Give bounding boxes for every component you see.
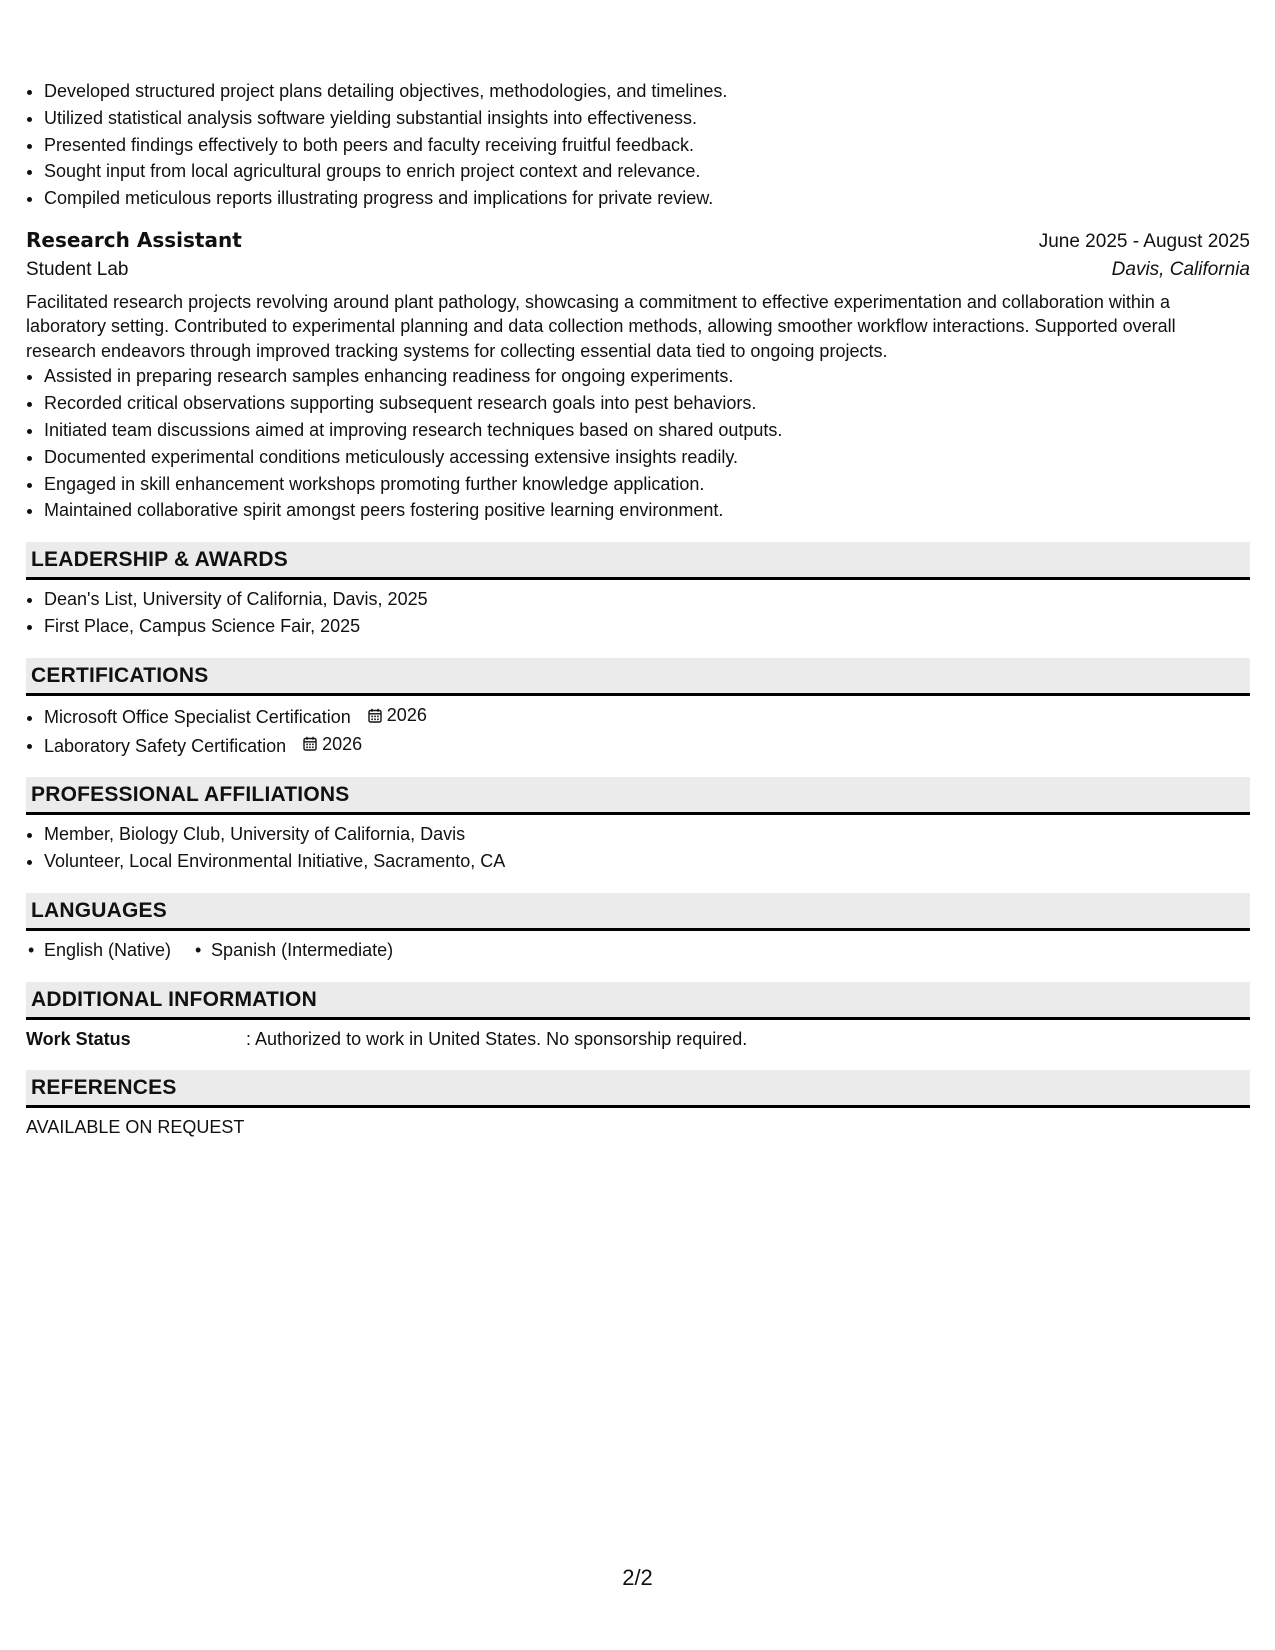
references-text: AVAILABLE ON REQUEST bbox=[26, 1116, 245, 1137]
job-dates: June 2025 - August 2025 bbox=[1038, 230, 1250, 252]
list-item: • Assisted in preparing research samples enhancing readiness for ongoing experiments. bbox=[44, 363, 1250, 390]
work-status-value: : Authorized to work in United States. No sponsorship required. bbox=[246, 1028, 748, 1049]
work-status-row bbox=[26, 1026, 1250, 1052]
section-heading: REFERENCES bbox=[26, 1070, 1250, 1108]
list-item: • Developed structured project plans detailing objectives, methodologies, and timelines. bbox=[44, 78, 1250, 105]
job-title: Research Assistant bbox=[26, 227, 242, 252]
job-company: Student Lab bbox=[26, 258, 129, 280]
list-item: • Maintained collaborative spirit amongst peers fostering positive learning environment. bbox=[44, 497, 1250, 524]
list-item: • Dean's List, University of California, Davis, 2025 bbox=[44, 586, 1250, 613]
leadership-section bbox=[26, 542, 1250, 640]
list-item: • Engaged in skill enhancement workshops promoting further knowledge application. bbox=[44, 471, 1250, 498]
calendar-icon bbox=[368, 708, 382, 723]
list-item bbox=[44, 731, 1250, 760]
cert-name: Laboratory Safety Certification bbox=[44, 735, 287, 756]
list-item: • Utilized statistical analysis software yielding substantial insights into effectiveness. bbox=[44, 105, 1250, 132]
list-item: • Presented findings effectively to both peers and faculty receiving fruitful feedback. bbox=[44, 132, 1250, 159]
list-item: • Recorded critical observations supporting subsequent research goals into pest behaviors. bbox=[44, 390, 1250, 417]
page-number: 2/2 bbox=[622, 1565, 653, 1590]
list-item: • English (Native) bbox=[26, 937, 171, 964]
list-item bbox=[44, 702, 1250, 731]
cert-year-wrap bbox=[303, 731, 362, 758]
cert-year: 2026 bbox=[322, 733, 363, 754]
list-item: • Sought input from local agricultural groups to enrich project context and relevance. bbox=[44, 158, 1250, 185]
job-header bbox=[26, 228, 1250, 253]
cert-year-wrap bbox=[368, 702, 427, 729]
job-subheader bbox=[26, 259, 1250, 281]
cert-year: 2026 bbox=[386, 704, 427, 725]
job-location: Davis, California bbox=[1111, 258, 1250, 280]
affiliations-section bbox=[26, 777, 1250, 875]
list-item: • First Place, Campus Science Fair, 2025 bbox=[44, 613, 1250, 640]
previous-job-bullets bbox=[26, 78, 1250, 212]
list-item: • Volunteer, Local Environmental Initiative, Sacramento, CA bbox=[44, 848, 1250, 875]
resume-page bbox=[26, 78, 1250, 1140]
section-heading: ADDITIONAL INFORMATION bbox=[26, 982, 1250, 1020]
list-item: • Compiled meticulous reports illustrating progress and implications for private review. bbox=[44, 185, 1250, 212]
affiliations-list bbox=[26, 821, 1250, 875]
list-item: • Spanish (Intermediate) bbox=[193, 937, 393, 964]
job-bullets bbox=[26, 363, 1250, 524]
section-heading: CERTIFICATIONS bbox=[26, 658, 1250, 696]
list-item: • Documented experimental conditions meticulously accessing extensive insights readily. bbox=[44, 444, 1250, 471]
calendar-icon bbox=[303, 736, 317, 751]
languages-list bbox=[26, 937, 1250, 964]
leadership-list bbox=[26, 586, 1250, 640]
cert-name: Microsoft Office Specialist Certification bbox=[44, 706, 351, 727]
section-heading: PROFESSIONAL AFFILIATIONS bbox=[26, 777, 1250, 815]
list-item: • Member, Biology Club, University of California, Davis bbox=[44, 821, 1250, 848]
languages-section bbox=[26, 893, 1250, 964]
section-heading: LANGUAGES bbox=[26, 893, 1250, 931]
list-item: • Initiated team discussions aimed at improving research techniques based on shared outputs. bbox=[44, 417, 1250, 444]
certifications-section bbox=[26, 658, 1250, 759]
certifications-list bbox=[26, 702, 1250, 759]
references-section bbox=[26, 1070, 1250, 1140]
job-summary: Facilitated research projects revolving around plant pathology, showcasing a commitment to effective experimentation and collaboration within a laboratory setting. Contributed to experimental planning and data collection methods, allowing smoother workflow interactions. Supported overall research endeavors through improved tracking systems for collecting essential data tied to ongoing projects. bbox=[26, 291, 1176, 361]
additional-info-section bbox=[26, 982, 1250, 1052]
work-status-label: Work Status bbox=[26, 1028, 131, 1049]
section-heading: LEADERSHIP & AWARDS bbox=[26, 542, 1250, 580]
